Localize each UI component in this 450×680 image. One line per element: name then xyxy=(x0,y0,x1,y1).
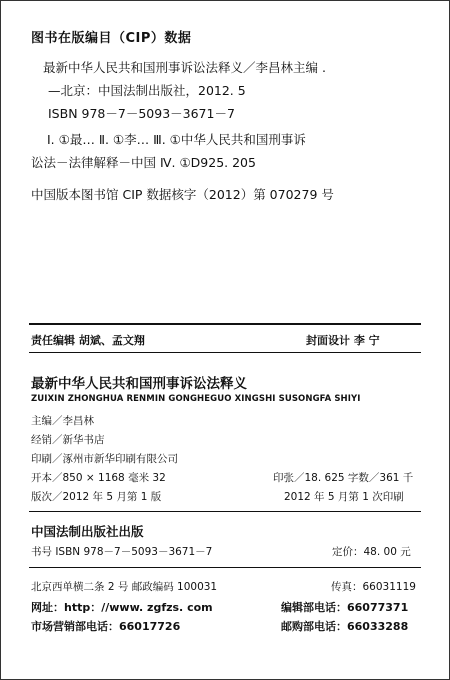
book-title-pinyin: ZUIXIN ZHONGHUA RENMIN GONGHEGUO XINGSHI SUSONGFA SHIYI xyxy=(31,394,361,404)
book-price: 定价：48. 00 元 xyxy=(332,546,411,558)
publisher-address: 北京西单横二条 2 号 邮政编码 100031 xyxy=(31,581,218,593)
marketing-phone: 市场营销部电话：66017726 xyxy=(31,620,181,633)
cip-line-isbn: ISBN 978－7－5093－3671－7 xyxy=(48,106,235,121)
divider-top xyxy=(29,323,421,325)
book-isbn: 书号 ISBN 978－7－5093－3671－7 xyxy=(31,546,213,558)
cip-title: 图书在版编目（CIP）数据 xyxy=(31,31,192,46)
edition: 版次／2012 年 5 月第 1 版 xyxy=(31,491,162,503)
distributor: 经销／新华书店 xyxy=(31,434,105,446)
cip-line-title-editor: 最新中华人民共和国刑事诉讼法释义／李昌林主编 . xyxy=(43,60,326,75)
cover-designer: 封面设计 李 宁 xyxy=(306,334,380,347)
cip-line-classification: Ⅰ. ①最… Ⅱ. ①李… Ⅲ. ①中华人民共和国刑事诉 xyxy=(47,132,306,147)
chief-editor: 主编／李昌林 xyxy=(31,415,94,427)
cip-line-publisher-date: —北京：中国法制出版社，2012. 5 xyxy=(48,83,246,98)
divider-credits xyxy=(29,352,421,353)
cip-line-classification-cont: 讼法－法律解释－中国 Ⅳ. ①D925. 205 xyxy=(31,155,256,170)
publisher-fax: 传真：66031119 xyxy=(331,581,416,593)
responsible-editor: 责任编辑 胡斌、孟文翔 xyxy=(31,334,145,347)
book-title: 最新中华人民共和国刑事诉讼法释义 xyxy=(31,376,247,392)
publisher-website: 网址：http：//www. zgfzs. com xyxy=(31,601,213,614)
publisher-name: 中国法制出版社出版 xyxy=(31,524,144,539)
sheets-wordcount: 印张／18. 625 字数／361 千 xyxy=(273,472,414,484)
editorial-phone: 编辑部电话：66077371 xyxy=(281,601,409,614)
mail-order-phone: 邮购部电话：66033288 xyxy=(281,620,409,633)
printer: 印刷／涿州市新华印刷有限公司 xyxy=(31,453,178,465)
divider-publisher xyxy=(29,567,421,568)
cip-line-record-number: 中国版本图书馆 CIP 数据核字（2012）第 070279 号 xyxy=(31,187,334,202)
print-run: 2012 年 5 月第 1 次印刷 xyxy=(284,491,404,503)
divider-book-info xyxy=(29,511,421,512)
book-format: 开本／850 × 1168 毫米 32 xyxy=(31,472,166,484)
